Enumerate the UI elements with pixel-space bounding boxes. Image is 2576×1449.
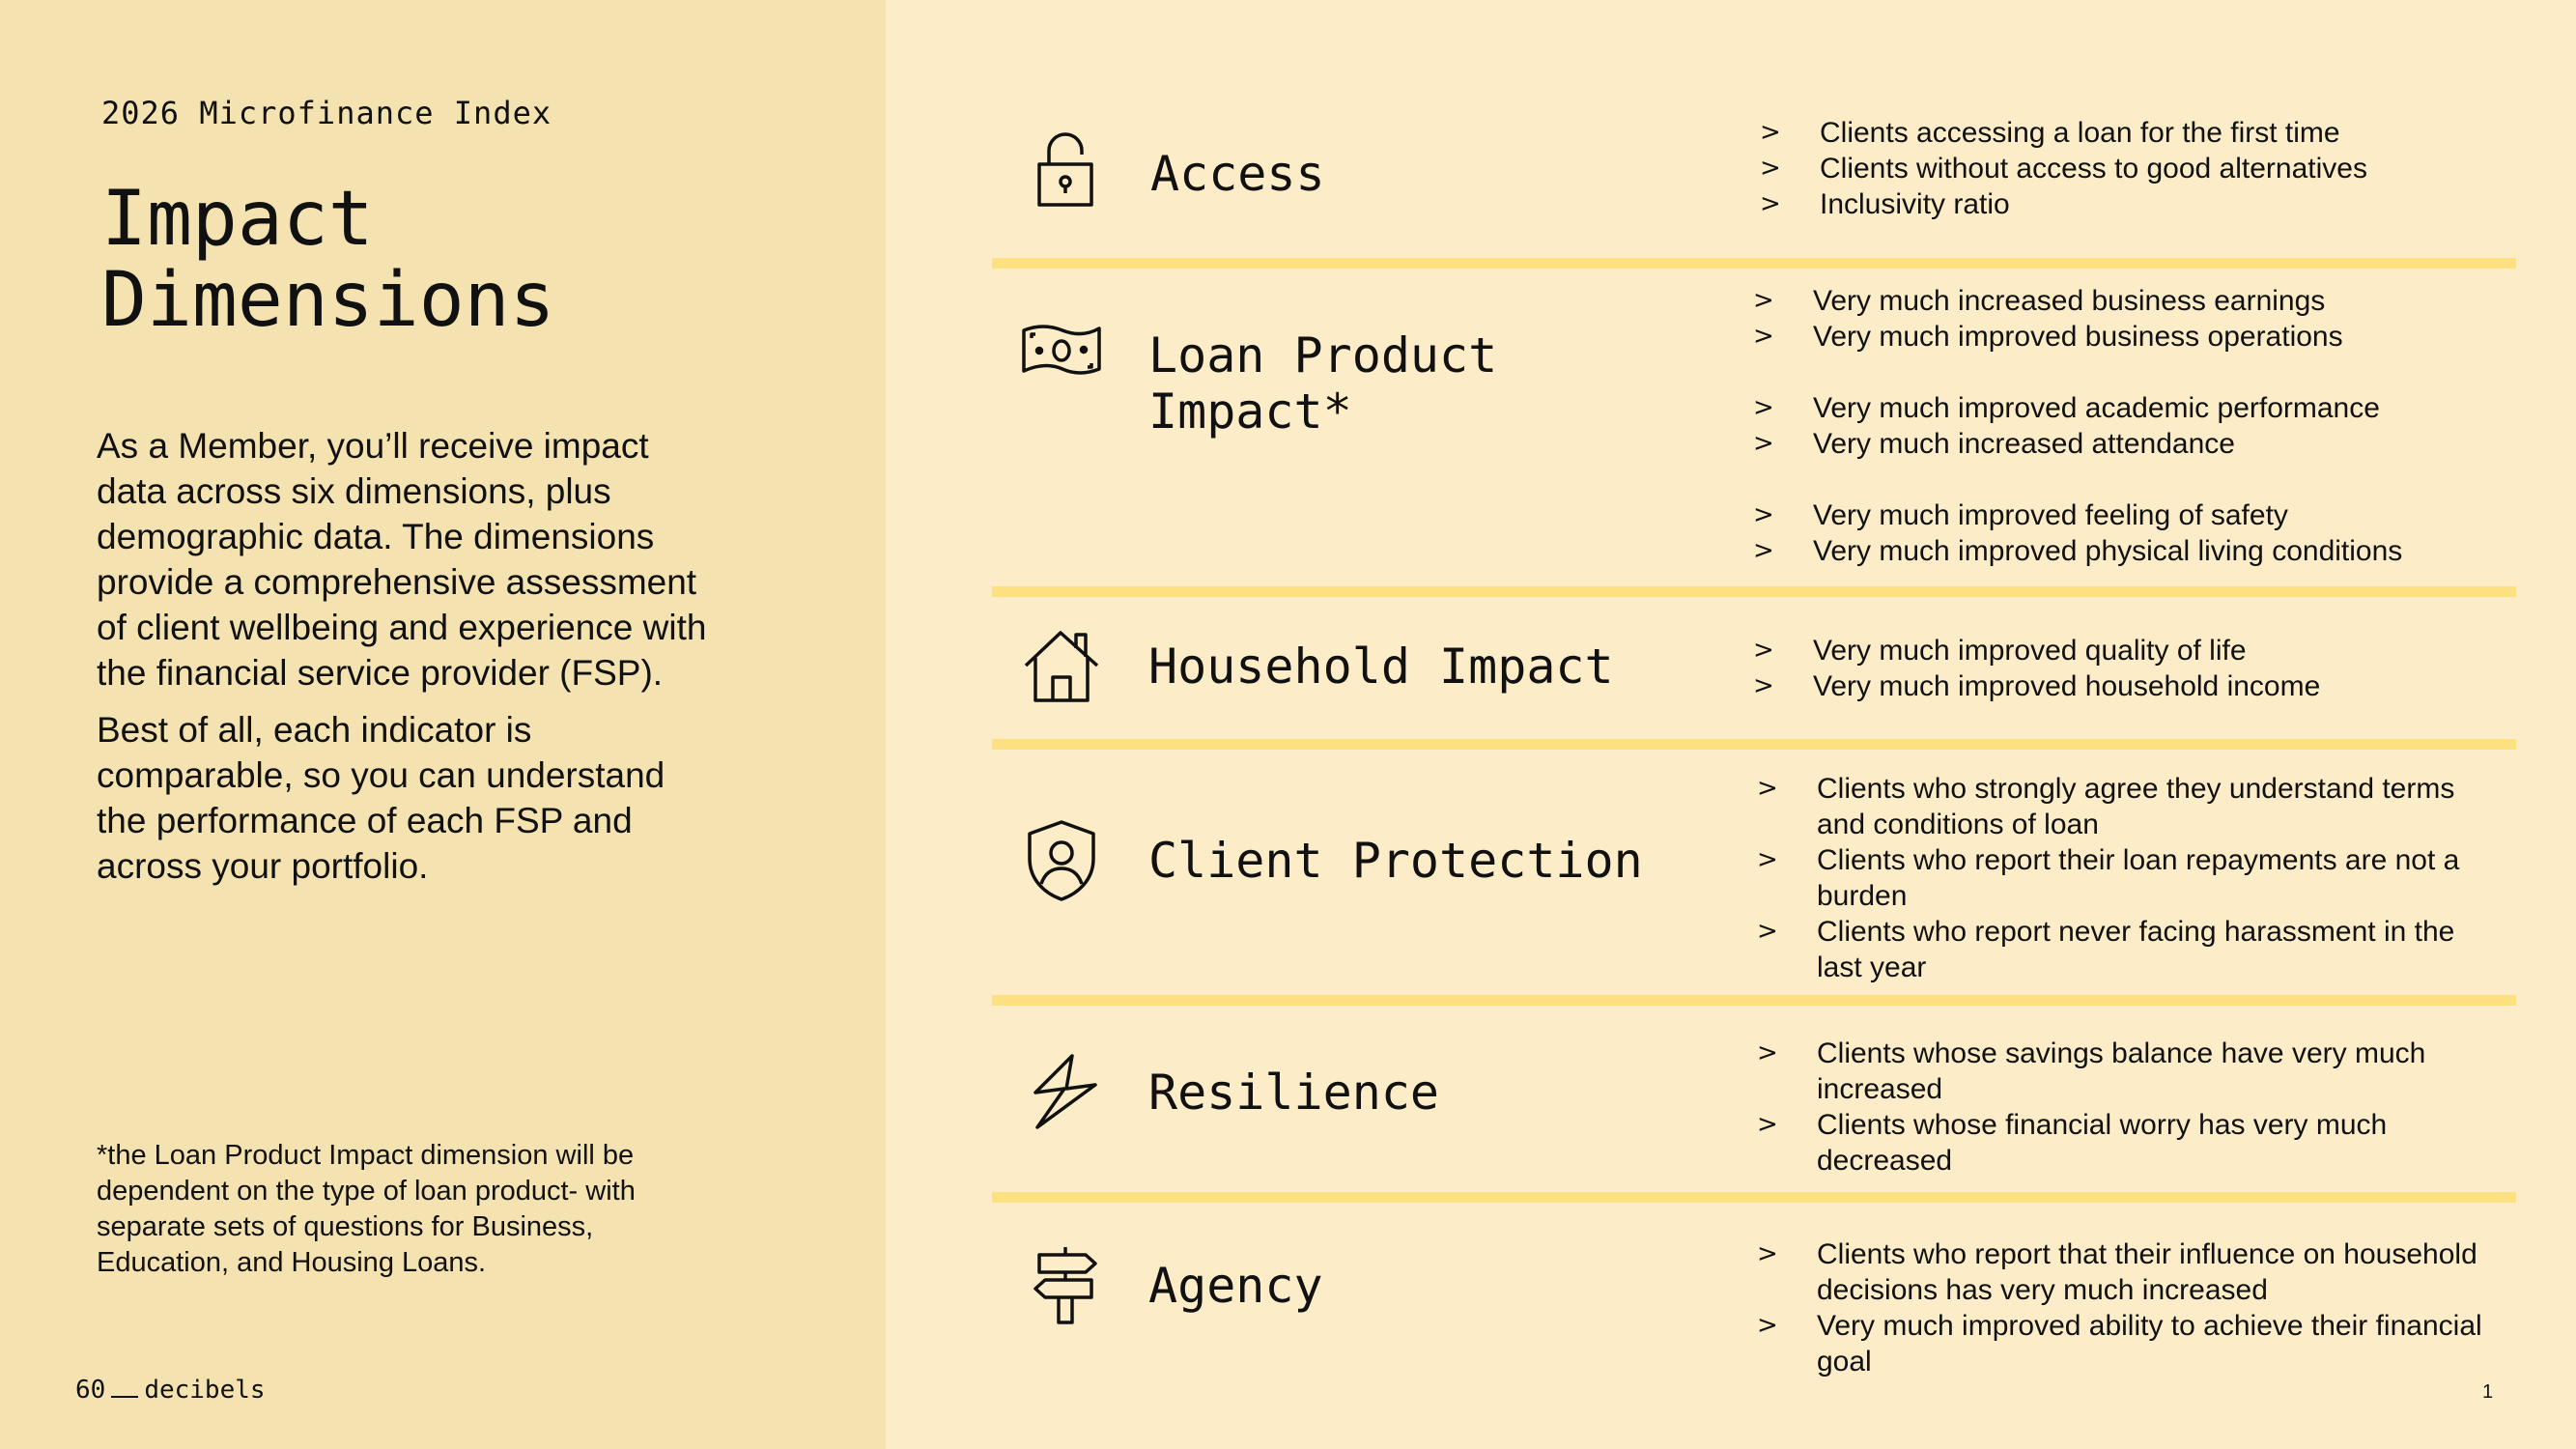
footnote: *the Loan Product Impact dimension will be dependent on the type of loan product- with separate sets of questions for Business, Education, and Housing Loans.	[97, 1140, 636, 1278]
intro-paragraph-1: As a Member, you’ll receive impact data across six dimensions, plus demographic data. The dimensions provide a comprehensive assessment of client wellbeing and experience with the financial service provider (FSP).	[97, 426, 707, 693]
brand-name: decibels	[144, 1376, 266, 1405]
intro-text	[97, 423, 715, 900]
separator-3	[992, 739, 2516, 750]
dimension-name-line-2: Impact*	[1148, 384, 1352, 440]
signpost-icon	[1022, 1241, 1109, 1328]
dimension-name-resilience: Resilience	[1148, 1065, 1440, 1121]
indicator-item: > Very much improved ability to achieve their financial goal	[1757, 1308, 2491, 1379]
report-eyebrow: 2026 Microfinance Index	[101, 95, 552, 131]
brand-logo	[75, 1376, 266, 1405]
indicator-list-resilience	[1757, 1036, 2491, 1179]
shield-person-icon	[1018, 816, 1105, 903]
indicator-item: > Very much improved household income	[1753, 668, 2487, 704]
indicator-list-client-protection	[1757, 771, 2491, 985]
indicator-item: > Very much improved feeling of safety	[1753, 497, 2487, 533]
indicator-item: > Very much improved physical living conditions	[1753, 533, 2487, 569]
indicator-item: > Clients who report that their influence on household decisions has very much increased	[1757, 1236, 2491, 1308]
indicator-item: > Clients without access to good alternatives	[1760, 151, 2494, 186]
lightning-icon	[1022, 1048, 1109, 1135]
brand-number: 60	[75, 1376, 106, 1405]
dimension-name-access: Access	[1150, 146, 1325, 202]
dimension-name-loan-product-impact	[1148, 327, 1497, 440]
separator-1	[992, 258, 2516, 269]
dimension-name-client-protection: Client Protection	[1148, 833, 1643, 889]
intro-paragraph-2: Best of all, each indicator is comparable, so you can understand the performance of each FSP and across your portfolio.	[97, 710, 665, 886]
separator-4	[992, 995, 2516, 1006]
separator-2	[992, 586, 2516, 597]
indicator-item: > Clients whose savings balance have very much increased	[1757, 1036, 2491, 1107]
dimension-name-agency: Agency	[1148, 1258, 1323, 1314]
indicator-item: > Clients accessing a loan for the first time	[1760, 115, 2494, 151]
title-line-2: Dimensions	[101, 257, 555, 344]
indicator-item: > Clients who strongly agree they understand terms and conditions of loan	[1757, 771, 2491, 842]
dimension-name-line-1: Loan Product	[1148, 327, 1498, 384]
indicator-item: > Clients who report never facing harassment in the last year	[1757, 914, 2491, 985]
indicator-list-loan-product-impact	[1753, 283, 2487, 569]
padlock-icon	[1022, 128, 1109, 214]
indicator-item: > Very much increased attendance	[1753, 426, 2487, 462]
separator-5	[992, 1192, 2516, 1203]
page-title	[101, 176, 797, 344]
indicator-item: > Very much improved quality of life	[1753, 633, 2487, 668]
page-number: 1	[2482, 1381, 2494, 1403]
dimension-name-household-impact: Household Impact	[1148, 639, 1614, 695]
indicator-item: > Clients who report their loan repayments are not a burden	[1757, 842, 2491, 914]
indicator-list-household-impact	[1753, 633, 2487, 704]
indicator-item: > Very much improved business operations	[1753, 319, 2487, 355]
indicator-item: > Inclusivity ratio	[1760, 186, 2494, 222]
indicator-list-agency	[1757, 1236, 2491, 1379]
indicator-list-access	[1760, 115, 2494, 222]
banknote-icon	[1018, 309, 1105, 396]
indicator-item: > Clients whose financial worry has very much decreased	[1757, 1107, 2491, 1179]
title-line-1: Impact	[101, 176, 374, 263]
house-icon	[1018, 623, 1105, 710]
indicator-item: > Very much increased business earnings	[1753, 283, 2487, 319]
indicator-item: > Very much improved academic performance	[1753, 390, 2487, 426]
brand-underscore	[111, 1396, 138, 1398]
